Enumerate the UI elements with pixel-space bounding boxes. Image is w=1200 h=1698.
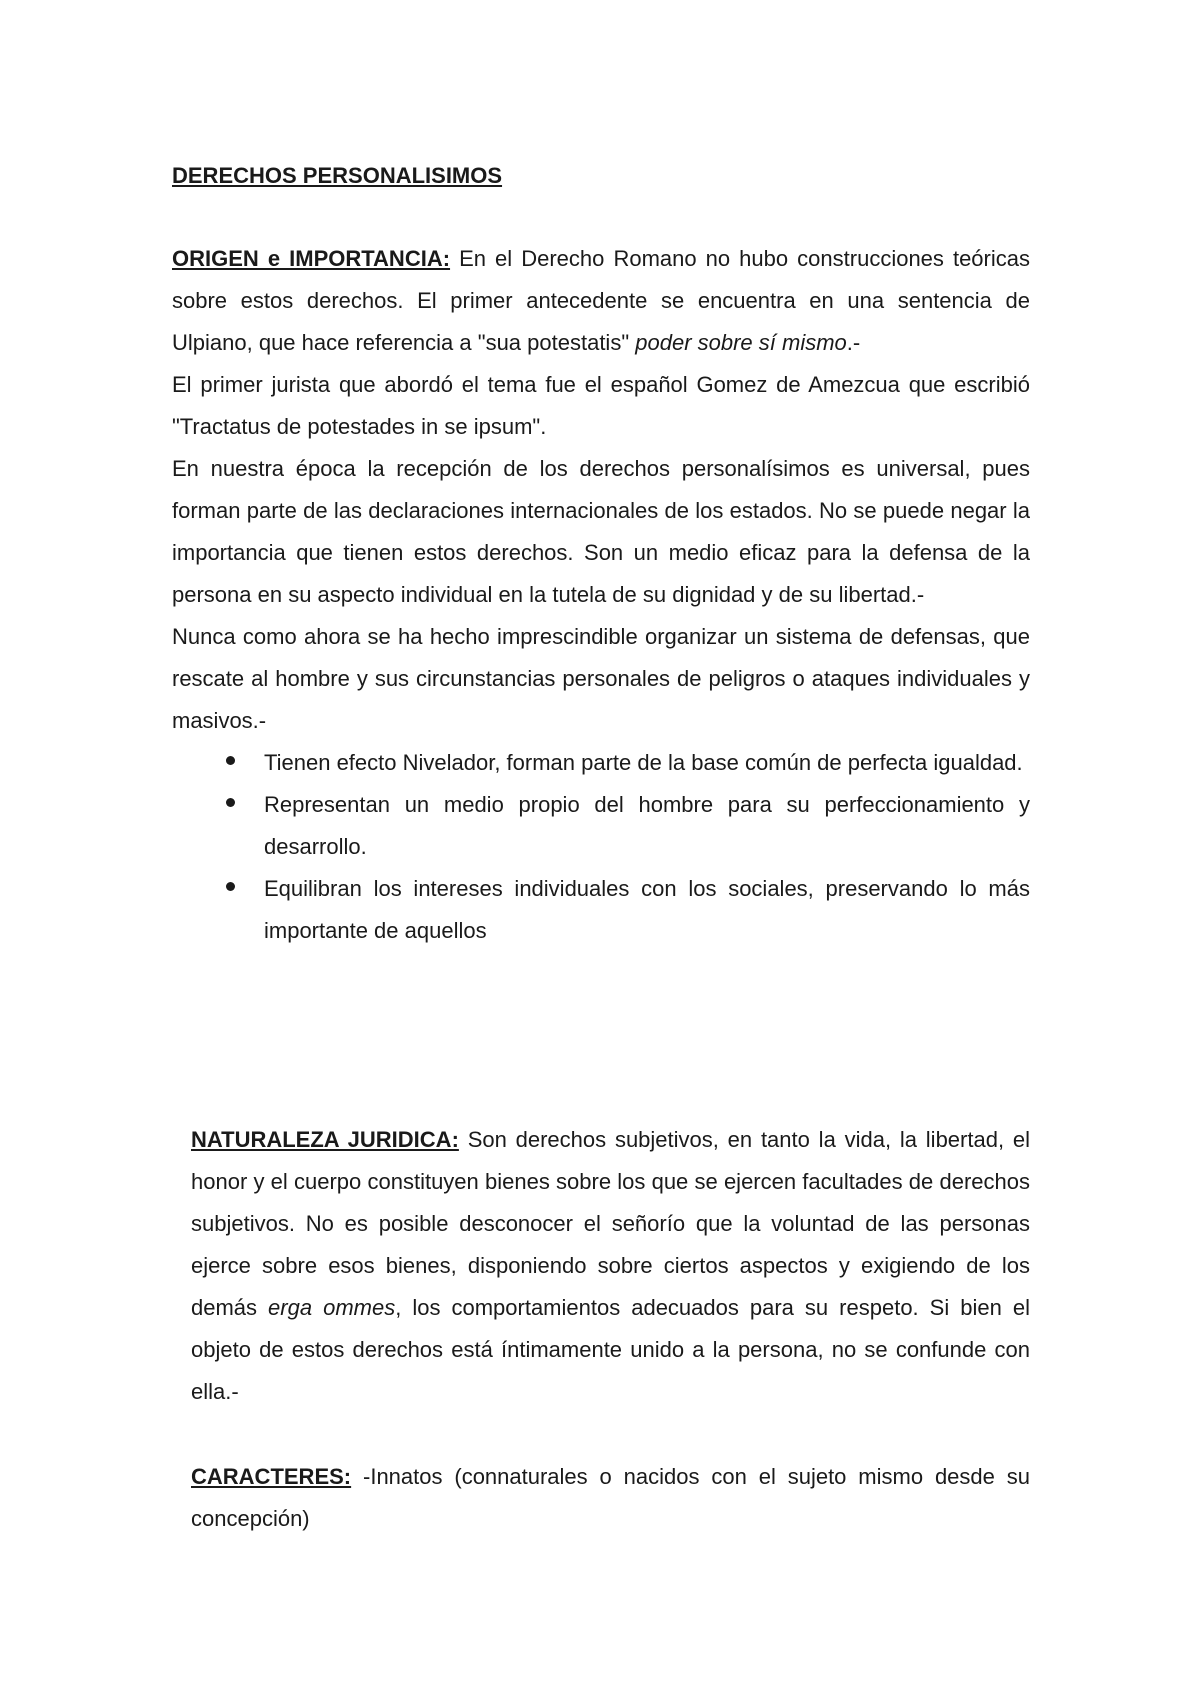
section-caracteres — [191, 1456, 1030, 1540]
naturaleza-italic: erga ommes — [268, 1295, 396, 1320]
caracteres-label: CARACTERES: — [191, 1464, 352, 1489]
origen-p1-text: En el Derecho Romano no hubo construcciones teóricas sobre estos derechos. El primer antecedente se encuentra en una sentencia de Ulpiano, que hace referencia a "sua potestatis" — [172, 246, 1030, 355]
list-item — [172, 742, 1030, 784]
naturaleza-label: NATURALEZA JURIDICA: — [191, 1127, 459, 1152]
section-naturaleza-juridica — [191, 1119, 1030, 1413]
document-title: DERECHOS PERSONALISIMOS — [172, 163, 503, 188]
bullet-text: Equilibran los intereses individuales con los sociales, preservando lo más importante de aquellos — [264, 876, 1030, 943]
origen-p1-italic: poder sobre sí mismo — [635, 330, 847, 355]
origen-bullet-list — [172, 742, 1030, 952]
caracteres-paragraph — [191, 1456, 1030, 1540]
naturaleza-text-b: , los comportamientos adecuados para su respeto. Si bien el objeto de estos derechos está íntimamente unido a la persona, no se confunde con ella.- — [191, 1295, 1030, 1404]
bullet-text: Representan un medio propio del hombre para su perfeccionamiento y desarrollo. — [264, 792, 1030, 859]
list-item — [172, 868, 1030, 952]
bullet-text: Tienen efecto Nivelador, forman parte de la base común de perfecta igualdad. — [264, 750, 1023, 775]
naturaleza-text-a: Son derechos subjetivos, en tanto la vida, la libertad, el honor y el cuerpo constituyen bienes sobre los que se ejercen facultades de derechos subjetivos. No es posible desconocer el señorío que la voluntad de las personas ejerce sobre esos bienes, disponiendo sobre ciertos aspectos y exigiendo de los demás — [191, 1127, 1030, 1320]
origen-label: ORIGEN e IMPORTANCIA: — [172, 246, 451, 271]
origen-paragraph-3: En nuestra época la recepción de los derechos personalísimos es universal, pues forman parte de las declaraciones internacionales de los estados. No se puede negar la importancia que tienen estos derechos. Son un medio eficaz para la defensa de la persona en su aspecto individual en la tutela de su dignidad y de su libertad.- — [172, 456, 1030, 607]
origen-paragraph-2: El primer jurista que abordó el tema fue el español Gomez de Amezcua que escribió "Tractatus de potestades in se ipsum". — [172, 372, 1030, 439]
list-item — [172, 784, 1030, 868]
bullet-icon — [226, 756, 235, 765]
origen-p1-end: .- — [846, 330, 861, 355]
bullet-icon — [226, 798, 235, 807]
section-origen-importancia — [172, 238, 1030, 952]
naturaleza-paragraph — [191, 1119, 1030, 1413]
caracteres-text: -Innatos (connaturales o nacidos con el sujeto mismo desde su concepción) — [191, 1464, 1030, 1531]
origen-paragraph-1 — [172, 238, 1030, 364]
bullet-icon — [226, 882, 235, 891]
origen-paragraph-4: Nunca como ahora se ha hecho imprescindible organizar un sistema de defensas, que rescate al hombre y sus circunstancias personales de peligros o ataques individuales y masivos.- — [172, 624, 1030, 733]
